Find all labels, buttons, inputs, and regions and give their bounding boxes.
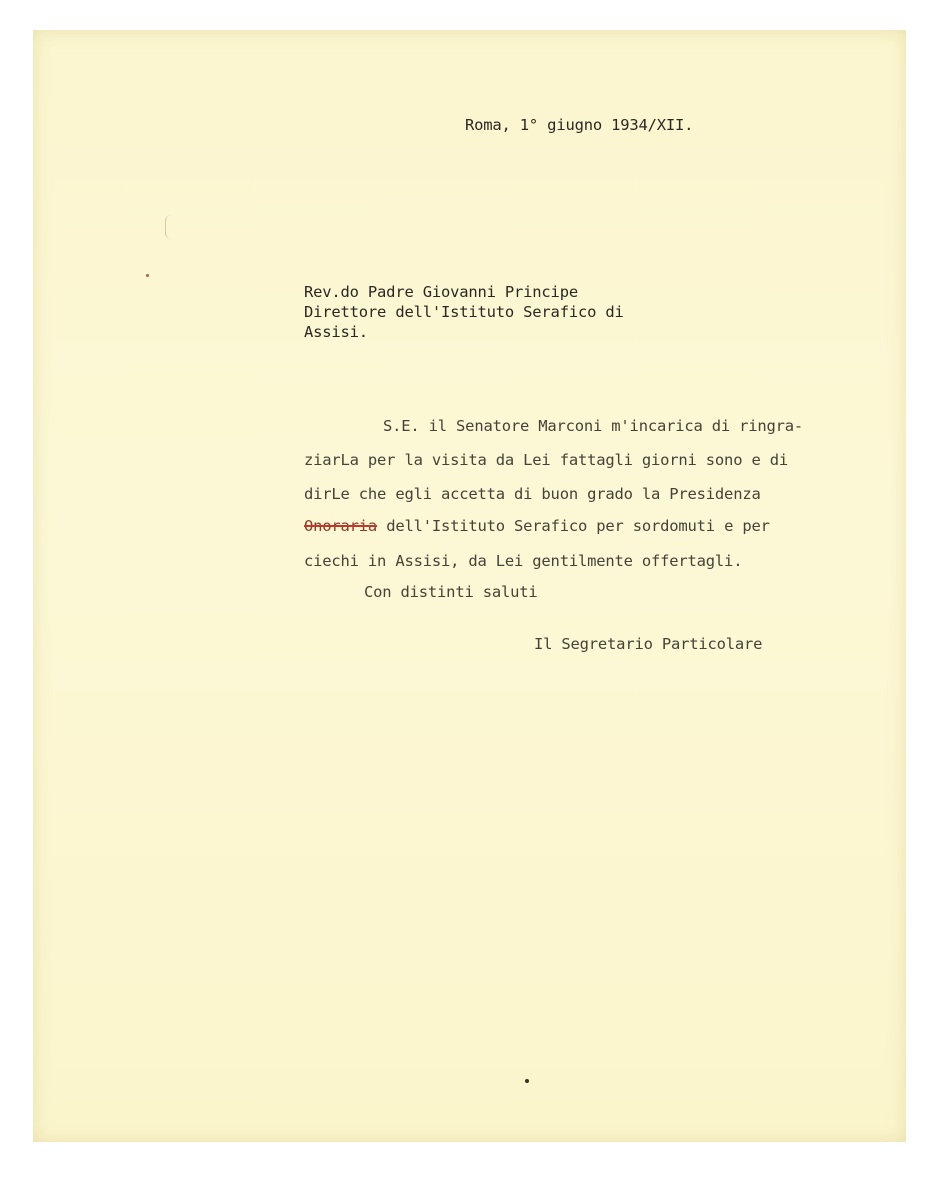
dateline: Roma, 1° giugno 1934/XII.: [465, 116, 694, 134]
recipient-line-3: Assisi.: [304, 323, 368, 341]
paper-crease: [165, 215, 178, 239]
recipient-line-2: Direttore dell'Istituto Serafico di: [304, 303, 624, 321]
recipient-line-1: Rev.do Padre Giovanni Principe: [304, 283, 578, 301]
body-line-3: dirLe che egli accetta di buon grado la Presidenza: [304, 485, 761, 503]
body-line-4-rest: dell'Istituto Serafico per sordomuti e per: [377, 517, 770, 535]
paper-spot: [146, 274, 149, 277]
closing: Con distinti saluti: [364, 583, 538, 601]
struck-word: Onoraria: [304, 517, 378, 535]
body-line-4: [304, 519, 770, 535]
body-line-1: S.E. il Senatore Marconi m'incarica di ringra-: [383, 417, 804, 435]
signature-title: Il Segretario Particolare: [534, 635, 763, 653]
typewriter-dot: [525, 1079, 529, 1083]
body-line-2: ziarLa per la visita da Lei fattagli giorni sono e di: [304, 451, 788, 469]
body-line-5: ciechi in Assisi, da Lei gentilmente offertagli.: [304, 552, 743, 570]
